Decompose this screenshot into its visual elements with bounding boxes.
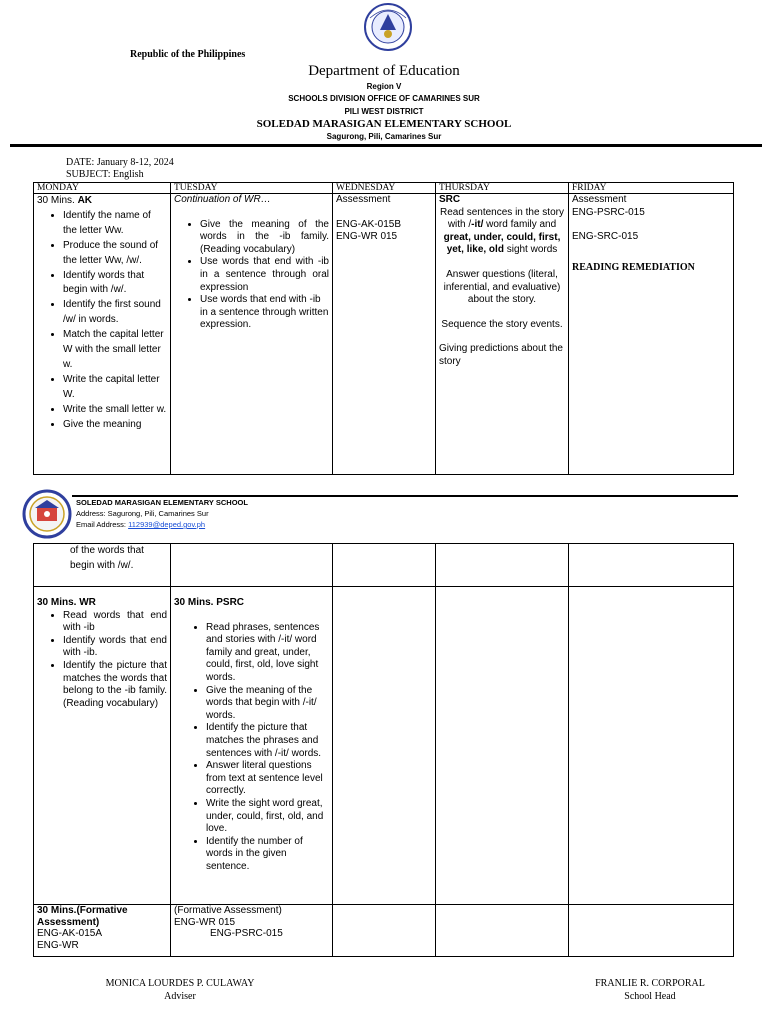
list-item: • Give the meaning: [63, 418, 167, 433]
thursday-cell: [436, 194, 569, 475]
region-label: Region V: [366, 82, 402, 91]
tuesday-continuation: Continuation of WR…: [174, 194, 271, 205]
department-title: Department of Education: [308, 63, 460, 79]
day-header-friday: FRIDAY: [569, 183, 734, 194]
friday-cell: Assessment ENG-PSRC-015 ENG-SRC-015 READING REMEDIATION: [569, 194, 734, 475]
adviser-name: MONICA LOURDES P. CULAWAY: [105, 978, 255, 989]
list-item: • Identify the number of words in the given sentence.: [206, 836, 329, 874]
header-divider: [10, 144, 762, 147]
tuesday-formative-cell: (Formative Assessment) ENG-WR 015 ENG-PSRC-015: [171, 905, 333, 957]
list-item: • Identify the picture that matches the words that belong to the -ib family. (Reading vocabulary): [63, 660, 167, 710]
school-head-role: School Head: [624, 991, 676, 1002]
republic-label: Republic of the Philippines: [130, 49, 246, 60]
list-item: • Use words that end with -ib in a sentence through written expression.: [200, 294, 329, 332]
day-header-thursday: THURSDAY: [436, 183, 569, 194]
list-item: • Give the meaning of the words in the -ib family. (Reading vocabulary): [200, 219, 329, 257]
monday-continuation-cell: [34, 544, 171, 587]
thursday-read-sentences: Read sentences in the story with /-it/ word family and great, under, could, first, yet, like, old sight words: [440, 206, 564, 256]
list-item: • Write the capital letter W.: [63, 373, 167, 403]
thursday-src-title: SRC: [439, 194, 461, 205]
monday-wr-objectives: [37, 610, 167, 711]
thursday-predictions: Giving predictions about the story: [439, 343, 563, 367]
monday-ak-title: AK: [77, 195, 93, 206]
wednesday-cell: Assessment ENG-AK-015B ENG-WR 015: [333, 194, 436, 475]
page2-school-address: Address: Sagurong, Pili, Camarines Sur: [76, 509, 209, 518]
page2-header-divider: [72, 495, 738, 497]
monday-continuation: of the words that begin with /w/.: [70, 545, 144, 571]
monday-cell: 30 Mins. AK • Identify the name of the letter Ww. • Produce the sound of the letter Ww, /w/. • Identify words that begin with /w/. • Identify the first sound /w/ in words. • Match the capital letter W with the small letter w. • Write the capital letter W. • Write the small letter w. • Give the meaning: [34, 194, 171, 475]
monday-wr-title: 30 Mins. WR: [37, 597, 96, 608]
day-header-monday: MONDAY: [34, 183, 171, 194]
page2-email: Email Address: 112939@deped.gov.ph: [76, 520, 206, 529]
tuesday-psrc-objectives: [174, 622, 329, 874]
list-item: • Identify the first sound /w/ in words.: [63, 298, 167, 328]
monday-wr-cell: [34, 587, 171, 905]
school-name: SOLEDAD MARASIGAN ELEMENTARY SCHOOL: [256, 118, 512, 130]
list-item: • Use words that end with -ib in a sentence through oral expression: [200, 256, 329, 294]
list-item: • Identify words that begin with /w/.: [63, 269, 167, 299]
list-item: • Read phrases, sentences and stories with /-it/ word family and great, under, could, first, old, love sight words.: [206, 622, 329, 685]
subject-label: SUBJECT: English: [66, 169, 144, 180]
tuesday-formative-title: (Formative Assessment): [174, 905, 282, 916]
thursday-sequence: Sequence the story events.: [441, 318, 563, 330]
day-header-tuesday: TUESDAY: [171, 183, 333, 194]
school-logo: [22, 489, 72, 539]
list-item: • Identify words that end with -ib.: [63, 635, 167, 660]
lesson-plan-table-page1: [33, 182, 734, 475]
tuesday-objectives: [174, 219, 329, 332]
list-item: • Match the capital letter W with the small letter w.: [63, 328, 167, 373]
list-item: • Read words that end with -ib: [63, 610, 167, 635]
monday-formative-title: 30 Mins.(Formative Assessment): [37, 905, 128, 928]
monday-formative-cell: 30 Mins.(Formative Assessment) ENG-AK-015A ENG-WR: [34, 905, 171, 957]
deped-seal-logo: [362, 2, 414, 52]
list-item: • Give the meaning of the words that begin with /-it/ words.: [206, 685, 329, 723]
list-item: • Identify the name of the letter Ww.: [63, 209, 167, 239]
lesson-plan-table-page2: [33, 543, 734, 957]
reading-remediation: READING REMEDIATION: [572, 261, 695, 273]
page2-school-name: SOLEDAD MARASIGAN ELEMENTARY SCHOOL: [76, 498, 248, 507]
district-label: PILI WEST DISTRICT: [344, 107, 424, 116]
school-head-name: FRANLIE R. CORPORAL: [595, 978, 705, 989]
thursday-answer-questions: Answer questions (literal, inferential, and evaluative) about the story.: [443, 268, 561, 306]
adviser-role: Adviser: [164, 991, 196, 1002]
list-item: • Write the sight word great, under, could, first, old, and love.: [206, 798, 329, 836]
tuesday-cell: [171, 194, 333, 475]
list-item: • Produce the sound of the letter Ww, /w/.: [63, 239, 167, 269]
monday-objectives: [37, 209, 167, 433]
email-link[interactable]: 112939@deped.gov.ph: [128, 520, 206, 529]
tuesday-psrc-cell: [171, 587, 333, 905]
list-item: • Identify the picture that matches the phrases and sentences with /-it/ words.: [206, 722, 329, 760]
list-item: • Answer literal questions from text at sentence level correctly.: [206, 760, 329, 798]
date-label: DATE: January 8-12, 2024: [66, 157, 174, 168]
tuesday-psrc-title: 30 Mins. PSRC: [174, 597, 245, 608]
school-address: Sagurong, Pili, Camarines Sur: [326, 132, 442, 141]
list-item: • Write the small letter w.: [63, 403, 167, 418]
division-label: SCHOOLS DIVISION OFFICE OF CAMARINES SUR: [288, 94, 480, 103]
day-header-wednesday: WEDNESDAY: [333, 183, 436, 194]
